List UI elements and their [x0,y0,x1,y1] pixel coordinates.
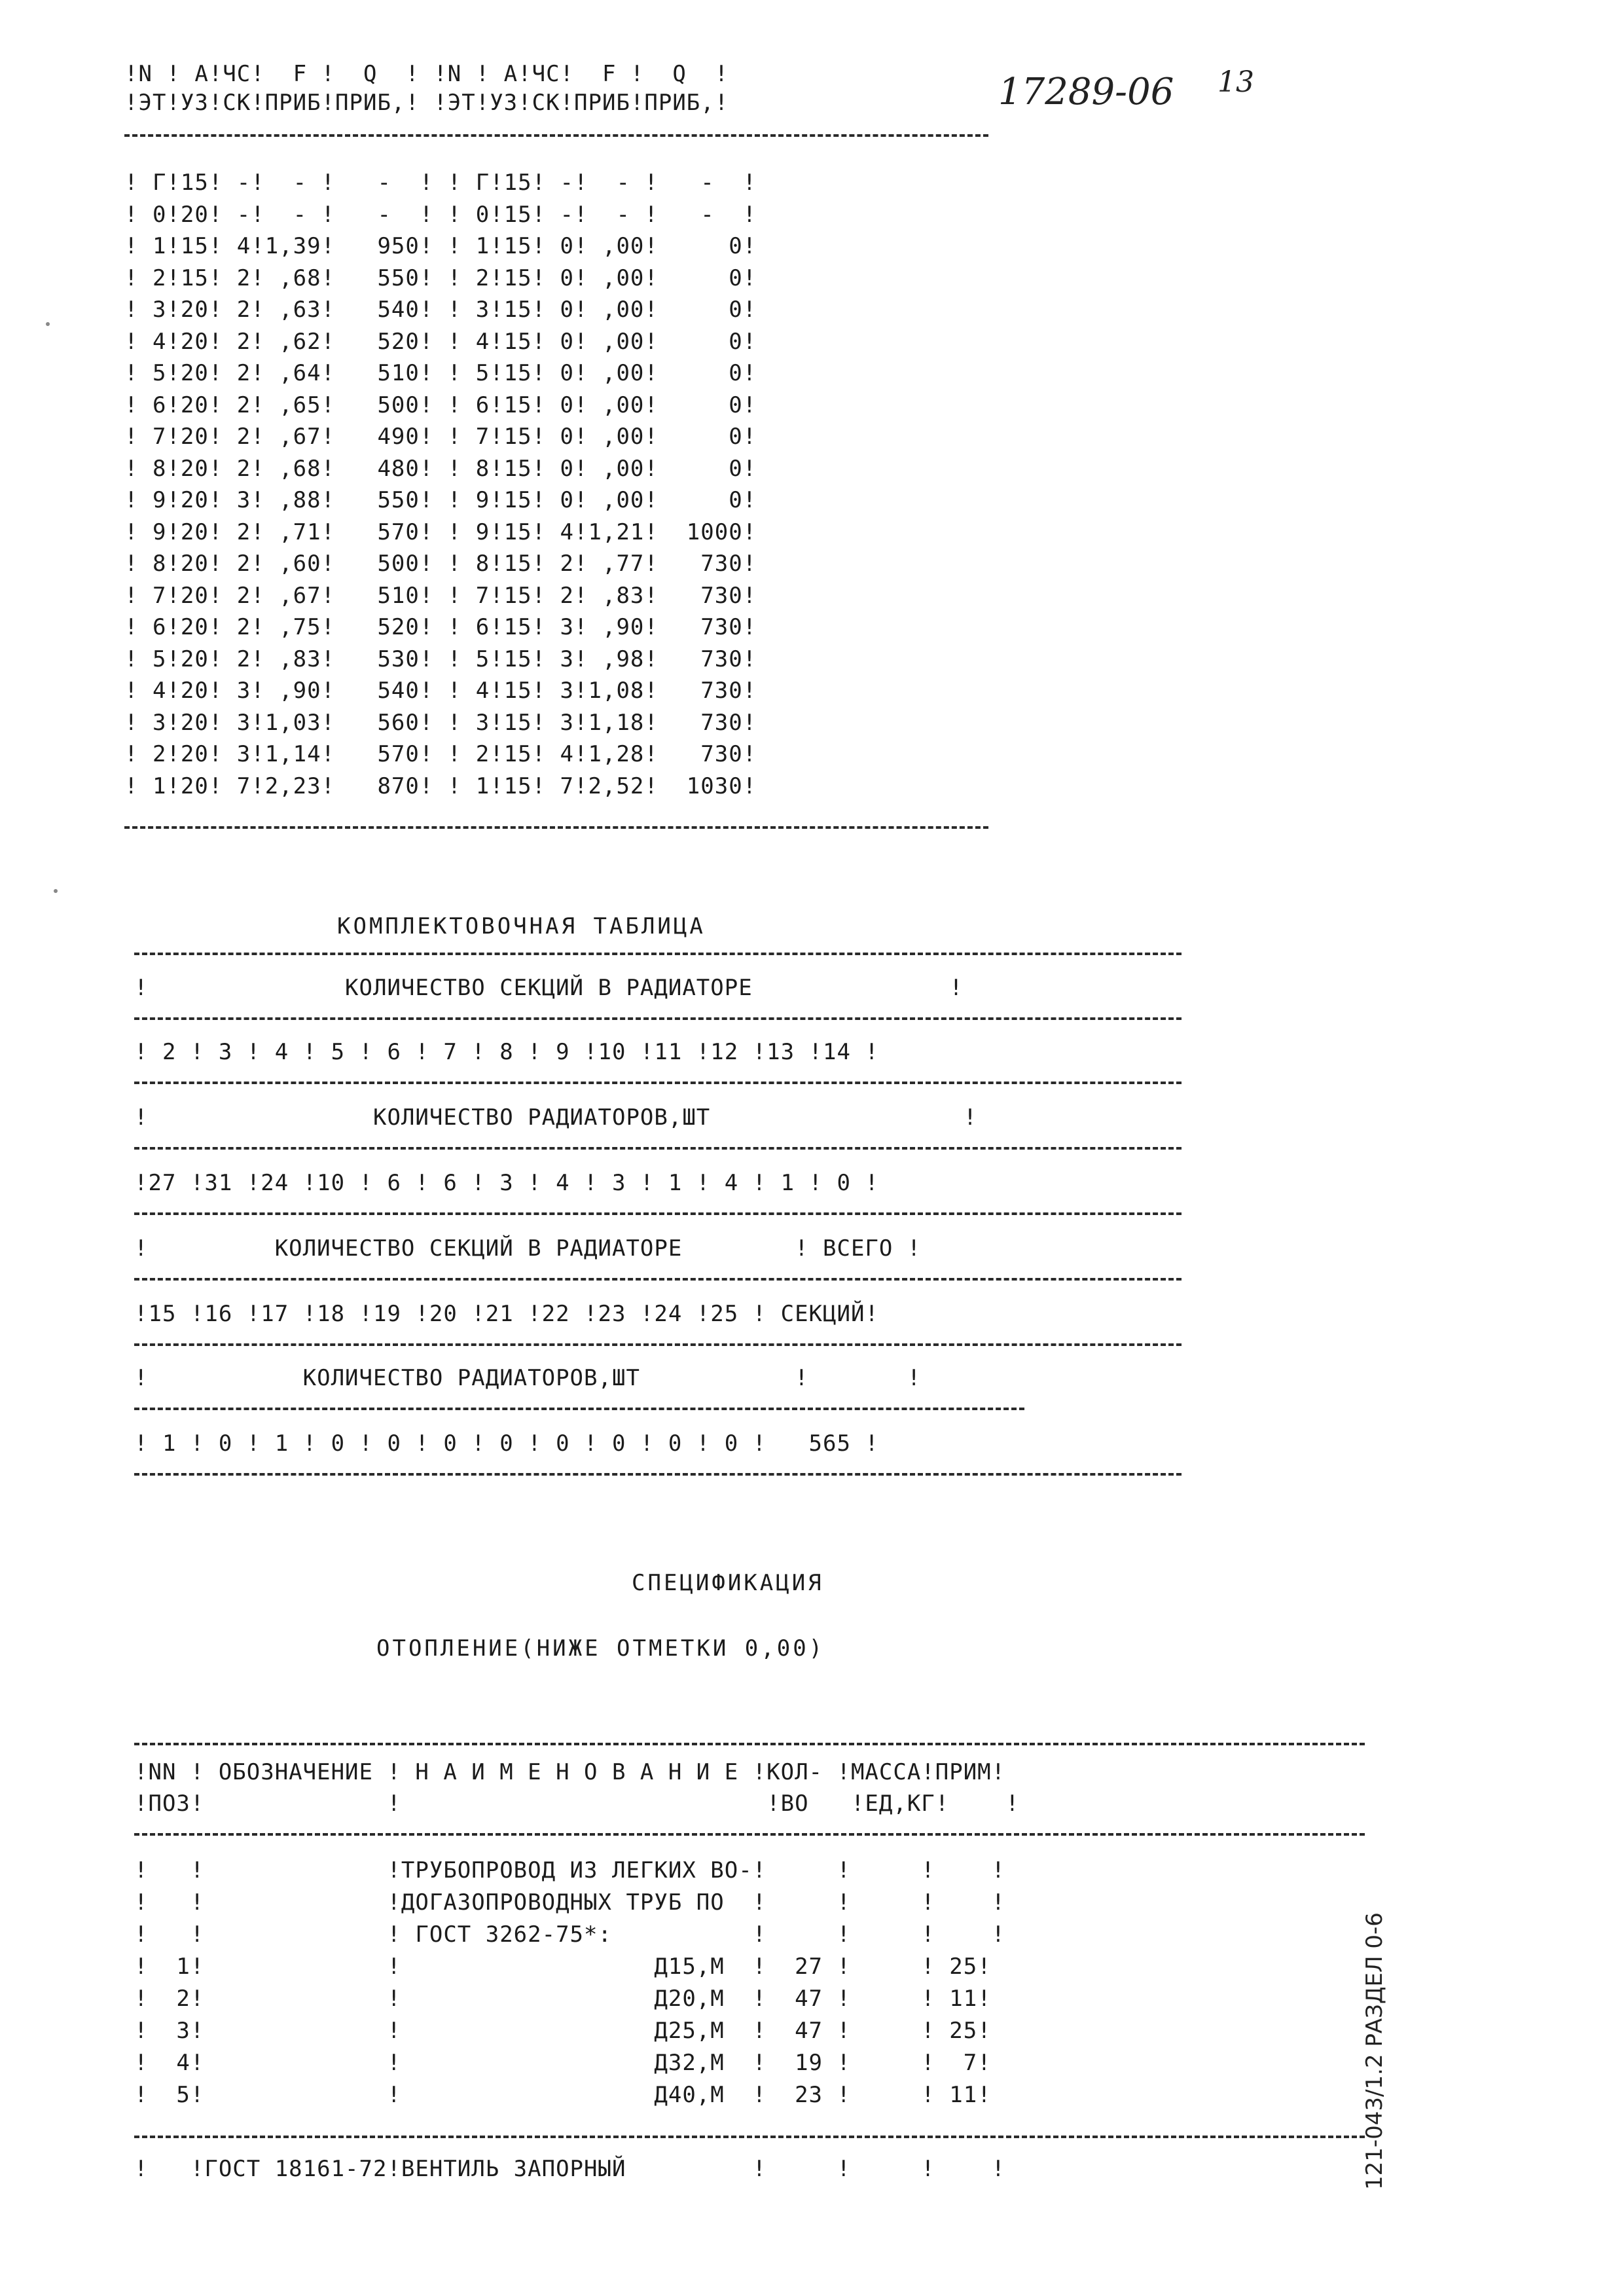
spec-header-2: !ПОЗ! ! !ВО !ЕД,КГ! ! [134,1791,1020,1817]
riser-table-row: ! 2!15! 2! ,68! 550! ! 2!15! 0! ,00! 0! [124,264,757,291]
scan-speck [46,322,50,326]
kit-table-row: !27 !31 !24 !10 ! 6 ! 6 ! 3 ! 4 ! 3 ! 1 ! 4 ! 1 ! 0 ! [134,1170,879,1196]
riser-table-row: ! 2!20! 3!1,14! 570! ! 2!15! 4!1,28! 730! [124,741,757,767]
kit-table-row: ! 1 ! 0 ! 1 ! 0 ! 0 ! 0 ! 0 ! 0 ! 0 ! 0 ! 0 ! 565 ! [134,1430,879,1457]
spec-subtitle: ОТОПЛЕНИЕ(НИЖЕ ОТМЕТКИ 0,00) [376,1635,825,1662]
riser-table-row: ! 8!20! 2! ,68! 480! ! 8!15! 0! ,00! 0! [124,455,757,482]
spec-table-row: ! 5! ! Д40,М ! 23 ! ! 11! [134,2082,992,2108]
kit-table-row: ! КОЛИЧЕСТВО СЕКЦИЙ В РАДИАТОРЕ ! ВСЕГО ! [134,1235,922,1262]
riser-table-row: ! 9!20! 2! ,71! 570! ! 9!15! 4!1,21! 1000! [124,518,757,545]
spec-header-1: !NN ! ОБОЗНАЧЕНИЕ ! Н А И М Е Н О В А Н И Е !КОЛ- !МАССА!ПРИМ! [134,1759,1006,1785]
kit-table-row: ! 2 ! 3 ! 4 ! 5 ! 6 ! 7 ! 8 ! 9 !10 !11 !12 !13 !14 ! [134,1039,879,1065]
spec-body-rule [134,2136,1365,2138]
kit-table-rule [134,1147,1182,1150]
riser-table-header-1: !N ! A!ЧС! F ! Q ! !N ! A!ЧС! F ! Q ! [124,61,729,87]
riser-table-row: ! 4!20! 3! ,90! 540! ! 4!15! 3!1,08! 730! [124,678,757,704]
spec-table-row: ! ! !ТРУБОПРОВОД ИЗ ЛЕГКИХ ВО-! ! ! ! [134,1857,1006,1883]
kit-table-rule [134,1408,1024,1410]
riser-table-row: ! 9!20! 3! ,88! 550! ! 9!15! 0! ,00! 0! [124,487,757,513]
riser-table-row: ! 3!20! 3!1,03! 560! ! 3!15! 3!1,18! 730! [124,709,757,736]
kit-table-rule [134,1473,1182,1476]
riser-table-row: ! 8!20! 2! ,60! 500! ! 8!15! 2! ,77! 730! [124,551,757,577]
riser-table-row: ! 7!20! 2! ,67! 510! ! 7!15! 2! ,83! 730! [124,582,757,609]
kit-table-rule [134,1082,1182,1084]
spec-header-rule [134,1833,1365,1836]
spec-table-top-rule [134,1743,1365,1745]
riser-table-row: ! 1!20! 7!2,23! 870! ! 1!15! 7!2,52! 1030! [124,773,757,799]
kit-table-rule [134,1278,1182,1281]
riser-table-header-2: !ЭТ!УЗ!СК!ПРИБ!ПРИБ,! !ЭТ!УЗ!СК!ПРИБ!ПРИБ,! [124,90,729,116]
spec-table-row: ! 4! ! Д32,М ! 19 ! ! 7! [134,2050,992,2076]
kit-table-row: ! КОЛИЧЕСТВО РАДИАТОРОВ,ШТ ! [134,1104,978,1131]
kit-table-rule [134,1343,1182,1346]
side-section-label: 121-043/1.2 РАЗДЕЛ 0-6 [1362,1912,1388,2190]
spec-table-row: ! 3! ! Д25,М ! 47 ! ! 25! [134,2018,992,2044]
riser-table-row: ! 5!20! 2! ,64! 510! ! 5!15! 0! ,00! 0! [124,360,757,386]
riser-table-row: ! 7!20! 2! ,67! 490! ! 7!15! 0! ,00! 0! [124,424,757,450]
sheet-number-stamp: 13 [1218,65,1254,99]
kit-table-top-rule [134,953,1182,955]
riser-table-row: ! Г!15! -! - ! - ! ! Г!15! -! - ! - ! [124,170,757,196]
kit-table-row: ! КОЛИЧЕСТВО РАДИАТОРОВ,ШТ ! ! [134,1365,922,1391]
riser-table-divider [124,134,988,137]
kit-table-rule [134,1017,1182,1020]
riser-table-row: ! 6!20! 2! ,75! 520! ! 6!15! 3! ,90! 730! [124,614,757,640]
riser-table-row: ! 4!20! 2! ,62! 520! ! 4!15! 0! ,00! 0! [124,328,757,355]
spec-table-row: ! 2! ! Д20,М ! 47 ! ! 11! [134,1986,992,2012]
kit-table-row: !15 !16 !17 !18 !19 !20 !21 !22 !23 !24 !25 ! СЕКЦИЙ! [134,1301,879,1327]
riser-table-row: ! 5!20! 2! ,83! 530! ! 5!15! 3! ,98! 730! [124,646,757,672]
spec-table-row: ! ! ! ГОСТ 3262-75*: ! ! ! ! [134,1921,1006,1948]
riser-table-row: ! 3!20! 2! ,63! 540! ! 3!15! 0! ,00! 0! [124,297,757,323]
spec-last-row: ! !ГОСТ 18161-72!ВЕНТИЛЬ ЗАПОРНЫЙ ! ! ! ! [134,2156,1006,2182]
riser-table-row: ! 6!20! 2! ,65! 500! ! 6!15! 0! ,00! 0! [124,391,757,418]
spec-table-row: ! ! !ДОГАЗОПРОВОДНЫХ ТРУБ ПО ! ! ! ! [134,1889,1006,1916]
scan-speck [54,889,58,893]
document-number-stamp: 17289-06 [998,71,1174,113]
riser-table-row: ! 1!15! 4!1,39! 950! ! 1!15! 0! ,00! 0! [124,233,757,259]
spec-table-row: ! 1! ! Д15,М ! 27 ! ! 25! [134,1954,992,1980]
riser-table-row: ! 0!20! -! - ! - ! ! 0!15! -! - ! - ! [124,201,757,228]
kit-table-rule [134,1212,1182,1215]
kit-table-row: ! КОЛИЧЕСТВО СЕКЦИЙ В РАДИАТОРЕ ! [134,975,964,1001]
riser-table-bottom-rule [124,826,988,829]
spec-title: СПЕЦИФИКАЦИЯ [632,1570,824,1596]
kit-table-title: КОМПЛЕКТОВОЧНАЯ ТАБЛИЦА [337,913,706,939]
